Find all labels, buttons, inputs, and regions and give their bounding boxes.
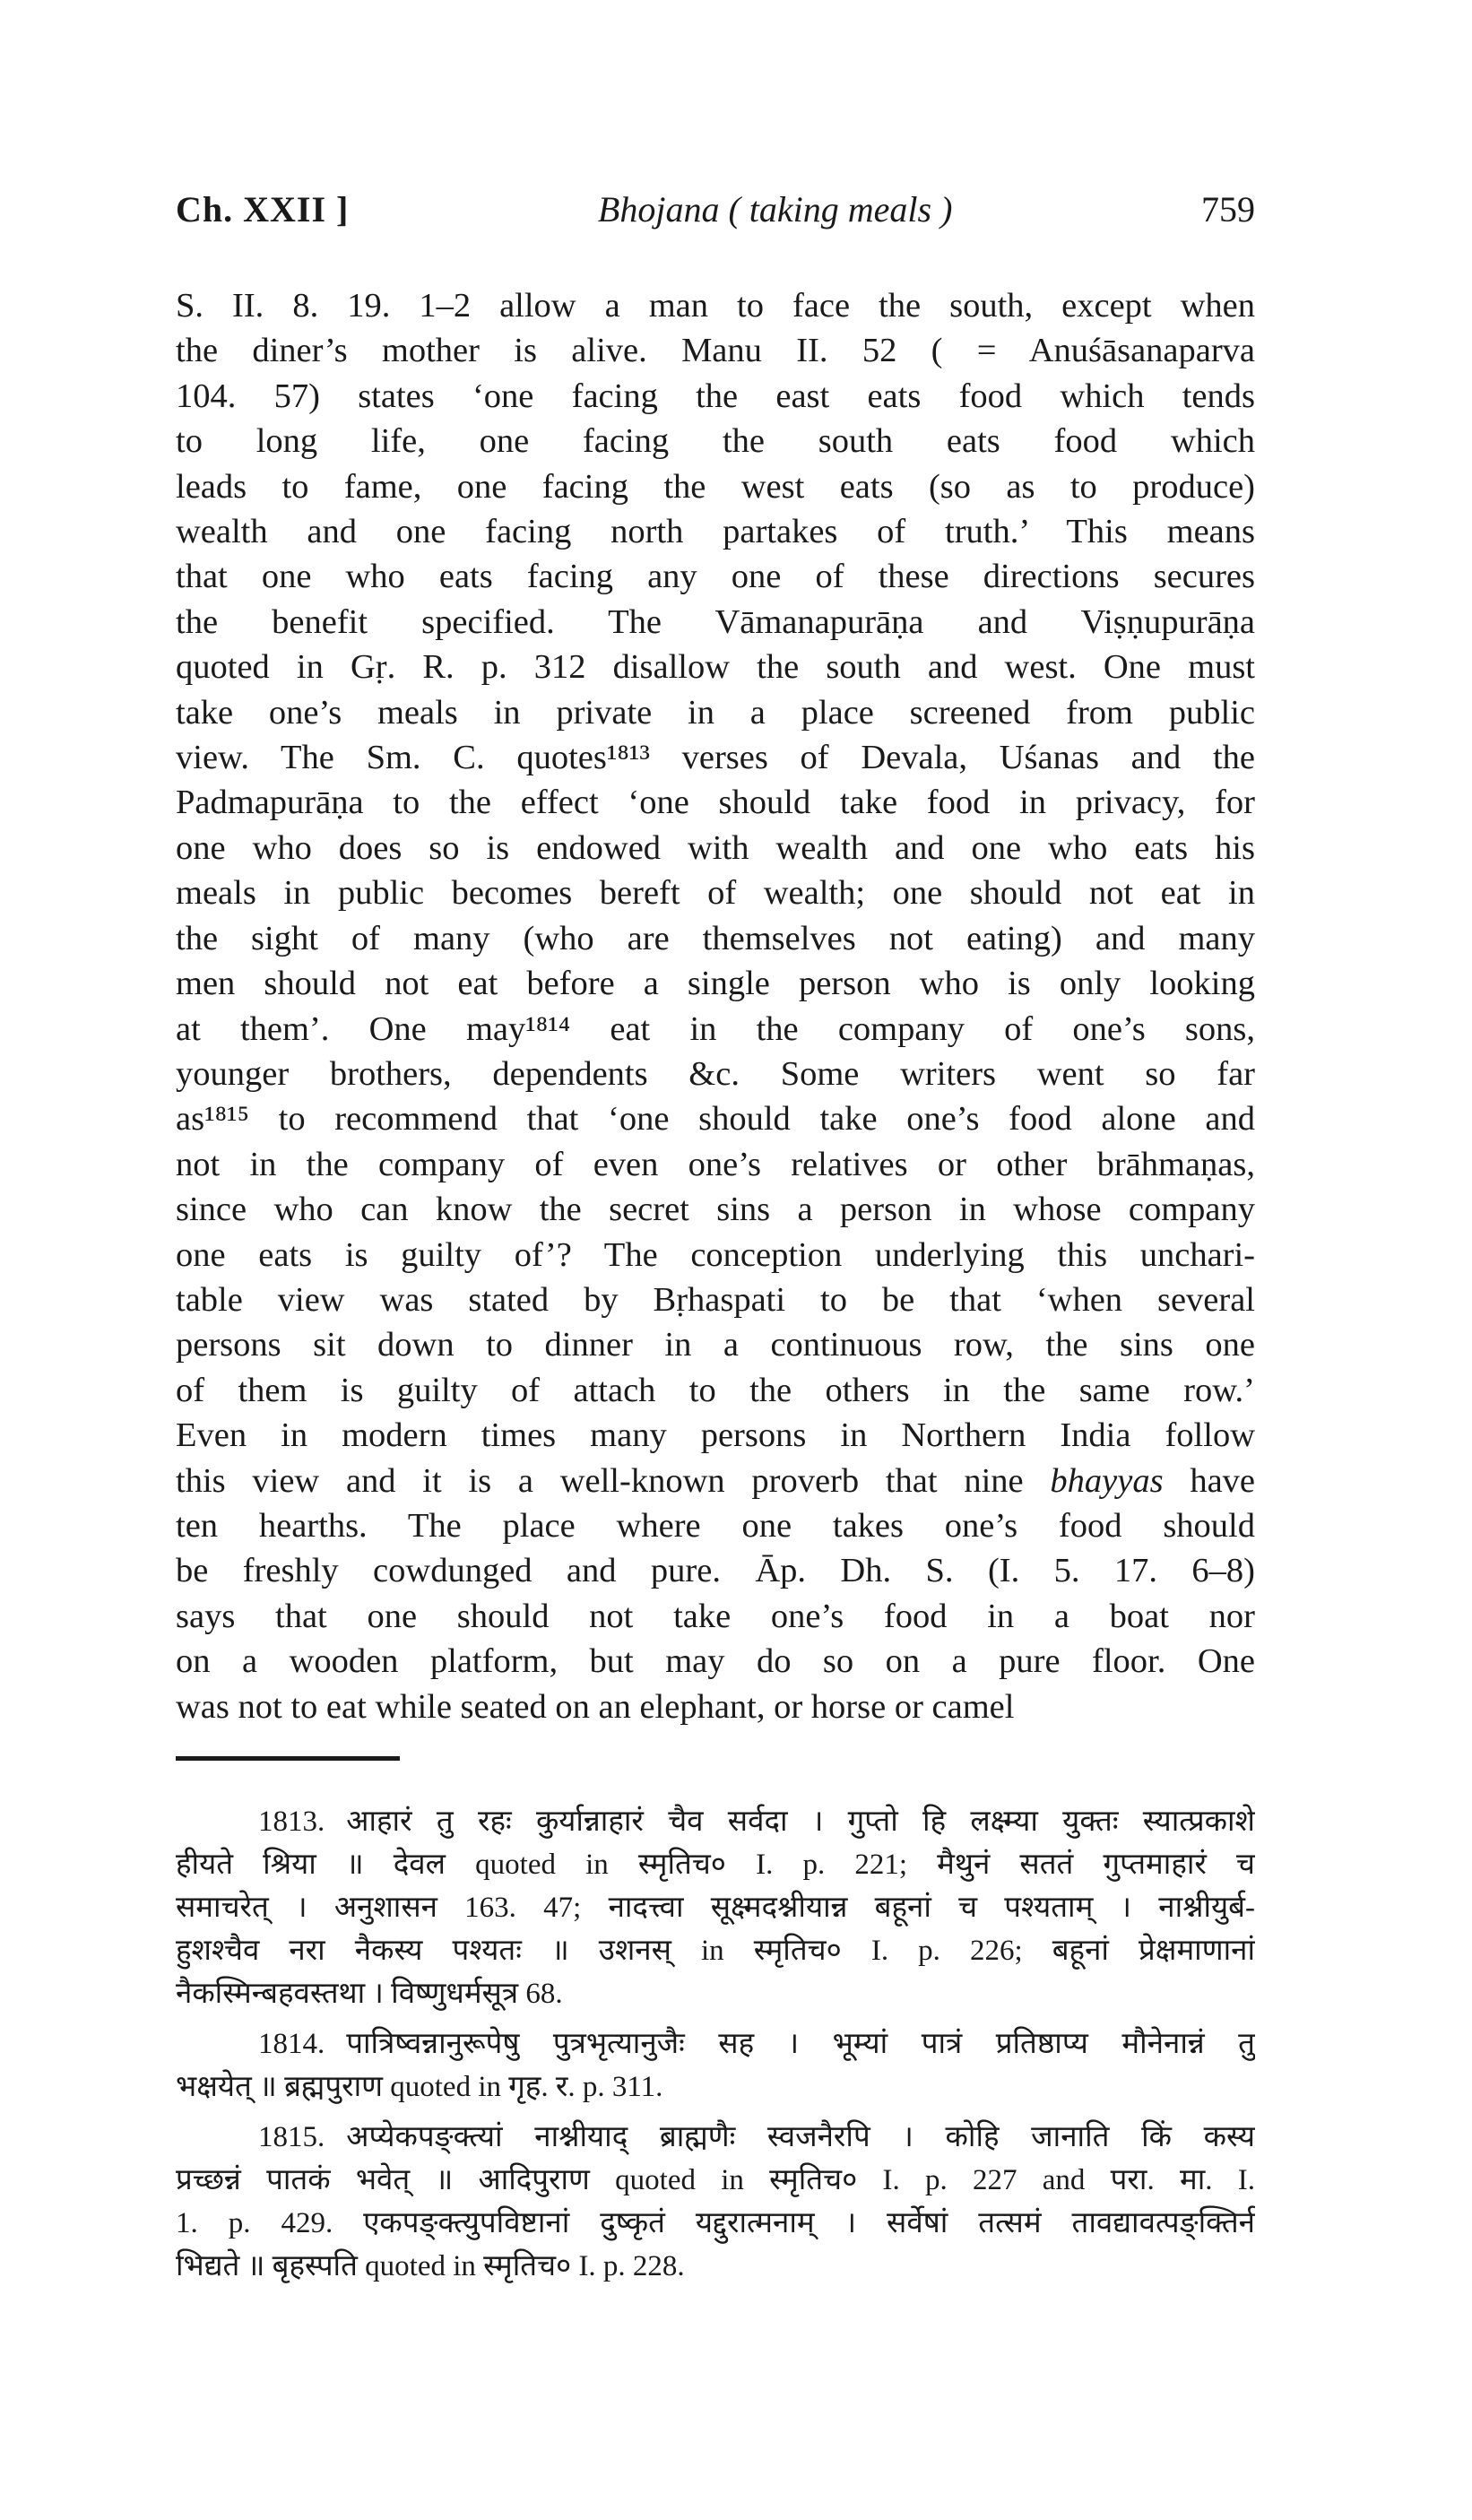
footnote-line: नैकस्मिन्बहवस्तथा । विष्णुधर्मसूत्र 68.	[176, 1978, 563, 2010]
body-line: as¹⁸¹⁵ to recommend that ‘one should take one’s food alone and	[176, 1100, 1255, 1139]
body-line: 104. 57) states ‘one facing the east eats food which tends	[176, 377, 1255, 415]
footnote	[176, 1800, 1255, 2015]
body-line: view. The Sm. C. quotes¹⁸¹³ verses of Devala, Uśanas and the	[176, 739, 1255, 777]
footnote-text: अप्येकपङ्क्त्यां नाश्नीयाद् ब्राह्मणैः स्वजनैरपि । कोहि जानाति किं कस्य	[346, 2121, 1255, 2153]
body-line: on a wooden platform, but may do so on a pure floor. One	[176, 1642, 1255, 1681]
body-line: table view was stated by Bṛhaspati to be that ‘when several	[176, 1280, 1255, 1319]
body-line: persons sit down to dinner in a continuous row, the sins one	[176, 1326, 1255, 1364]
body-line: meals in public becomes bereft of wealth; one should not eat in	[176, 874, 1255, 913]
footnote-rule	[176, 1756, 400, 1761]
body-line: wealth and one facing north partakes of truth.’ This means	[176, 513, 1255, 551]
body-line: this view and it is a well-known proverb that nine bhayyas have	[176, 1461, 1255, 1500]
footnote-line: 1. p. 429. एकपङ्क्त्युपविष्टानां दुष्कृतं यद्दुरात्मनाम् । सर्वेषां तत्समं तावद्यावत्पङ्क्तिर्न	[176, 2207, 1255, 2239]
footnote-text: आहारं तु रहः कुर्यान्नाहारं चैव सर्वदा । गुप्तो हि लक्ष्म्या युक्तः स्यात्प्रकाशे	[346, 1806, 1255, 1838]
body-line: was not to eat while seated on an elephant, or horse or camel	[176, 1687, 1015, 1726]
footnote-text: पात्रिष्वन्नानुरूपेषु पुत्रभृत्यानुजैः सह । भूम्यां पात्रं प्रतिष्ठाप्य मौनेनान्नं तु	[346, 2028, 1255, 2060]
page	[176, 188, 1255, 2295]
body-line: be freshly cowdunged and pure. Āp. Dh. S. (I. 5. 17. 6–8)	[176, 1552, 1255, 1590]
footnote-line: समाचरेत् । अनुशासन 163. 47; नादत्त्वा सूक्ष्मदश्नीयान्न बहूनां च पश्यताम् । नाश्नीयुर्ब-	[176, 1892, 1255, 1924]
running-title: Bhojana ( taking meals )	[597, 189, 953, 229]
body-line: not in the company of even one’s relatives or other brāhmaṇas,	[176, 1145, 1255, 1183]
body-line: S. II. 8. 19. 1–2 allow a man to face the south, except when	[176, 287, 1255, 325]
body-line: says that one should not take one’s food in a boat nor	[176, 1597, 1255, 1635]
footnote-number: 1813.	[258, 1806, 325, 1838]
footnote-line: प्रच्छन्नं पातकं भवेत् ॥ आदिपुराण quoted in स्मृतिच० I. p. 227 and परा. मा. I.	[176, 2164, 1255, 2196]
body-line: one eats is guilty of’? The conception underlying this unchari-	[176, 1235, 1255, 1274]
body-line: quoted in Gṛ. R. p. 312 disallow the south and west. One must	[176, 648, 1255, 687]
body-text	[176, 283, 1255, 1729]
body-line: Padmapurāṇa to the effect ‘one should take food in privacy, for	[176, 784, 1255, 822]
body-line: since who can know the secret sins a person in whose company	[176, 1191, 1255, 1229]
body-line: at them’. One may¹⁸¹⁴ eat in the company of one’s sons,	[176, 1009, 1255, 1048]
body-line: the sight of many (who are themselves not eating) and many	[176, 919, 1255, 957]
footnote	[176, 2022, 1255, 2109]
body-line: ten hearths. The place where one takes one’s food should	[176, 1506, 1255, 1545]
running-header	[176, 188, 1255, 242]
footnote-line	[176, 2116, 1255, 2159]
footnote-line	[176, 2022, 1255, 2065]
footnote-number: 1815.	[258, 2121, 325, 2153]
body-line: leads to fame, one facing the west eats (so as to produce)	[176, 467, 1255, 506]
footnote-line: हुशश्चैव नरा नैकस्य पश्यतः ॥ उशनस् in स्मृतिच० I. p. 226; बहूनां प्रेक्षमाणानां	[176, 1935, 1255, 1967]
body-line: that one who eats facing any one of these directions secures	[176, 558, 1255, 596]
footnote-line: भक्षयेत् ॥ ब्रह्मपुराण quoted in गृह. र. p. 311.	[176, 2071, 663, 2103]
footnotes	[176, 1800, 1255, 2288]
body-line: men should not eat before a single person who is only looking	[176, 965, 1255, 1003]
chapter-label: Ch. XXII ]	[176, 189, 350, 229]
body-line: to long life, one facing the south eats food which	[176, 422, 1255, 461]
body-line: take one’s meals in private in a place screened from public	[176, 693, 1255, 732]
page-number: 759	[1200, 189, 1255, 229]
footnote-line: भिद्यते ॥ बृहस्पति quoted in स्मृतिच० I. p. 228.	[176, 2250, 685, 2282]
body-line: of them is guilty of attach to the others in the same row.’	[176, 1371, 1255, 1409]
body-line: the diner’s mother is alive. Manu II. 52 ( = Anuśāsanaparva	[176, 332, 1255, 370]
footnote-line	[176, 1800, 1255, 1843]
footnote-number: 1814.	[258, 2028, 325, 2060]
body-line: Even in modern times many persons in Northern India follow	[176, 1416, 1255, 1455]
footnote-line: हीयते श्रिया ॥ देवल quoted in स्मृतिच० I. p. 221; मैथुनं सततं गुप्तमाहारं च	[176, 1849, 1255, 1881]
body-line: the benefit specified. The Vāmanapurāṇa and Viṣṇupurāṇa	[176, 602, 1255, 641]
body-line: one who does so is endowed with wealth and one who eats his	[176, 828, 1255, 867]
body-line: younger brothers, dependents &c. Some writers went so far	[176, 1054, 1255, 1093]
footnote	[176, 2116, 1255, 2288]
